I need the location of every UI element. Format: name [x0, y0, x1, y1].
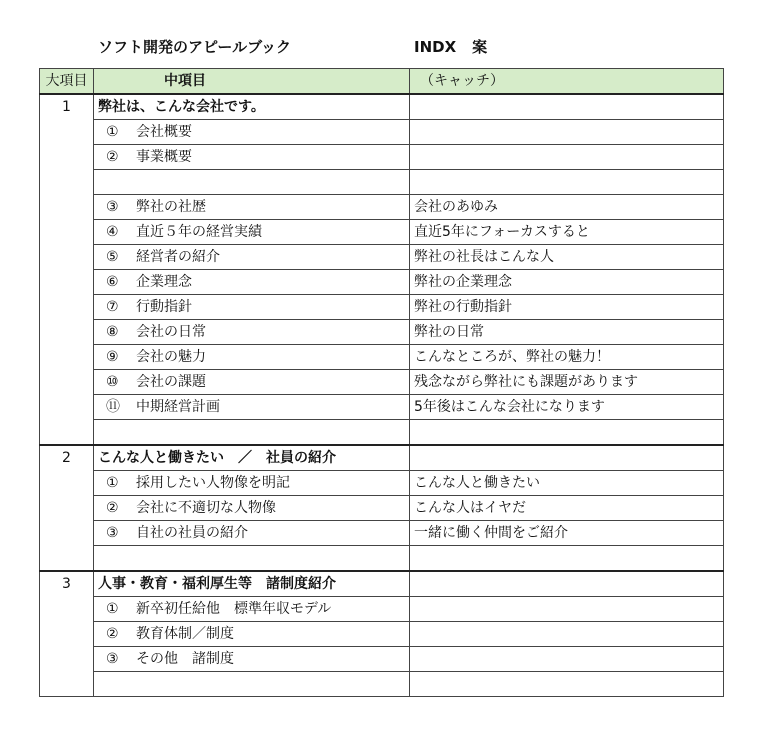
- item-number: ⑩: [106, 374, 119, 390]
- item-number: ②: [106, 626, 119, 642]
- middle-item-cell: [94, 145, 410, 170]
- item-text: 直近５年の経営実績: [136, 224, 262, 240]
- index-table: [39, 68, 724, 697]
- section-catch-cell: [410, 94, 724, 120]
- catch-cell: 弊社の企業理念: [410, 270, 724, 295]
- catch-cell: [410, 597, 724, 622]
- middle-item-cell: [94, 647, 410, 672]
- table-header-row: [40, 69, 724, 95]
- item-number: ①: [106, 475, 119, 491]
- table-row: [40, 345, 724, 370]
- item-text: 企業理念: [136, 274, 192, 290]
- item-text: 自社の社員の紹介: [136, 525, 248, 541]
- table-row: [40, 195, 724, 220]
- item-text: 中期経営計画: [136, 399, 220, 415]
- section-number: 3: [40, 571, 94, 697]
- section-number: 1: [40, 94, 94, 445]
- header-middle-item: 中項目: [94, 69, 410, 95]
- table-row: [40, 597, 724, 622]
- section-row: [40, 94, 724, 120]
- section-catch-cell: [410, 445, 724, 471]
- catch-cell: 一緒に働く仲間をご紹介: [410, 521, 724, 546]
- section-row: [40, 571, 724, 597]
- catch-cell: 直近5年にフォーカスすると: [410, 220, 724, 245]
- table-row: [40, 320, 724, 345]
- header-catch: （キャッチ）: [410, 69, 724, 95]
- table-row: [40, 370, 724, 395]
- catch-cell: [410, 672, 724, 697]
- section-number: 2: [40, 445, 94, 571]
- index-text: INDX: [414, 38, 457, 56]
- item-text: 事業概要: [136, 149, 192, 165]
- middle-item-cell: [94, 597, 410, 622]
- item-number: ⑤: [106, 249, 119, 265]
- catch-cell: [410, 170, 724, 195]
- item-text: 教育体制／制度: [136, 626, 234, 642]
- middle-item-cell: [94, 546, 410, 572]
- section-title: 弊社は、こんな会社です。: [94, 94, 410, 120]
- middle-item-cell: [94, 395, 410, 420]
- item-text: 会社の魅力: [136, 349, 206, 365]
- middle-item-cell: [94, 471, 410, 496]
- item-text: 弊社の社歴: [136, 199, 206, 215]
- middle-item-cell: [94, 270, 410, 295]
- middle-item-cell: [94, 345, 410, 370]
- item-text: 会社に不適切な人物像: [136, 500, 276, 516]
- item-number: ⑧: [106, 324, 119, 340]
- table-row: [40, 145, 724, 170]
- table-row: [40, 471, 724, 496]
- catch-cell: [410, 420, 724, 446]
- section-row: [40, 445, 724, 471]
- table-row: [40, 220, 724, 245]
- section-title: 人事・教育・福利厚生等 諸制度紹介: [94, 571, 410, 597]
- item-number: ⑪: [106, 399, 120, 415]
- catch-cell: [410, 647, 724, 672]
- item-text: 会社概要: [136, 124, 192, 140]
- item-text: 採用したい人物像を明記: [136, 475, 290, 491]
- middle-item-cell: [94, 521, 410, 546]
- middle-item-cell: [94, 245, 410, 270]
- table-row: [40, 270, 724, 295]
- item-text: その他 諸制度: [136, 651, 234, 667]
- item-number: ⑦: [106, 299, 119, 315]
- table-row: [40, 622, 724, 647]
- item-number: ①: [106, 124, 119, 140]
- catch-cell: 残念ながら弊社にも課題があります: [410, 370, 724, 395]
- table-row: [40, 546, 724, 572]
- item-number: ③: [106, 651, 119, 667]
- table-row: [40, 420, 724, 446]
- table-row: [40, 245, 724, 270]
- section-catch-cell: [410, 571, 724, 597]
- item-number: ③: [106, 199, 119, 215]
- middle-item-cell: [94, 195, 410, 220]
- item-number: ③: [106, 525, 119, 541]
- item-text: 新卒初任給他 標準年収モデル: [136, 601, 332, 617]
- item-text: 経営者の紹介: [136, 249, 220, 265]
- middle-item-cell: [94, 622, 410, 647]
- catch-cell: [410, 145, 724, 170]
- item-number: ①: [106, 601, 119, 617]
- catch-cell: [410, 546, 724, 572]
- table-row: [40, 170, 724, 195]
- item-number: ②: [106, 500, 119, 516]
- middle-item-cell: [94, 672, 410, 697]
- index-note: 案: [472, 38, 488, 56]
- middle-item-cell: [94, 120, 410, 145]
- middle-item-cell: [94, 496, 410, 521]
- table-row: [40, 295, 724, 320]
- item-number: ⑥: [106, 274, 119, 290]
- middle-item-cell: [94, 320, 410, 345]
- catch-cell: こんなところが、弊社の魅力！: [410, 345, 724, 370]
- middle-item-cell: [94, 295, 410, 320]
- item-text: 会社の日常: [136, 324, 206, 340]
- middle-item-cell: [94, 170, 410, 195]
- item-text: 会社の課題: [136, 374, 206, 390]
- table-row: [40, 120, 724, 145]
- catch-cell: [410, 622, 724, 647]
- table-row: [40, 672, 724, 697]
- item-number: ④: [106, 224, 119, 240]
- table-row: [40, 647, 724, 672]
- table-row: [40, 395, 724, 420]
- catch-cell: 弊社の日常: [410, 320, 724, 345]
- middle-item-cell: [94, 220, 410, 245]
- index-label: [414, 36, 487, 57]
- catch-cell: こんな人と働きたい: [410, 471, 724, 496]
- table-row: [40, 521, 724, 546]
- catch-cell: こんな人はイヤだ: [410, 496, 724, 521]
- middle-item-cell: [94, 420, 410, 446]
- middle-item-cell: [94, 370, 410, 395]
- catch-cell: [410, 120, 724, 145]
- table-row: [40, 496, 724, 521]
- item-number: ②: [106, 149, 119, 165]
- catch-cell: 会社のあゆみ: [410, 195, 724, 220]
- catch-cell: 弊社の行動指針: [410, 295, 724, 320]
- item-text: 行動指針: [136, 299, 192, 315]
- item-number: ⑨: [106, 349, 119, 365]
- header-major-item: 大項目: [40, 69, 94, 95]
- catch-cell: 5年後はこんな会社になります: [410, 395, 724, 420]
- catch-cell: 弊社の社長はこんな人: [410, 245, 724, 270]
- page-title: ソフト開発のアピールブック: [98, 38, 292, 56]
- section-title: こんな人と働きたい ／ 社員の紹介: [94, 445, 410, 471]
